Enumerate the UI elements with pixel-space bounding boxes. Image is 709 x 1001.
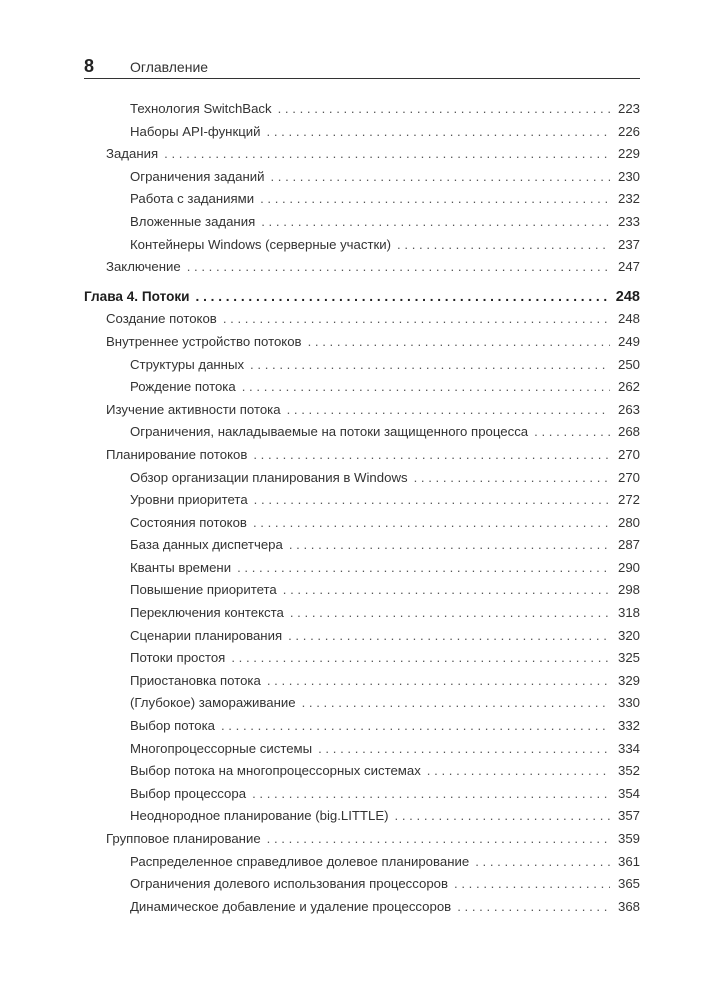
toc-entry-page-number: 229	[617, 146, 640, 162]
toc-entry[interactable]	[84, 146, 640, 169]
toc-entry-title: Ограничения, накладываемые на потоки защищенного процесса	[130, 424, 529, 440]
toc-entry-page-number: 232	[617, 191, 640, 207]
dot-leader	[237, 560, 610, 575]
toc-entry[interactable]	[84, 334, 640, 357]
toc-entry-page-number: 290	[617, 559, 640, 575]
toc-entry-title: Неоднородное планирование (big.LITTLE)	[130, 808, 389, 824]
toc-entry-page-number: 268	[617, 424, 640, 440]
dot-leader	[253, 447, 610, 462]
toc-entry-page-number: 354	[617, 785, 640, 801]
toc-entry-title: Планирование потоков	[106, 446, 248, 462]
toc-entry-title: Ограничения заданий	[130, 168, 265, 184]
dot-leader	[254, 492, 610, 507]
toc-entry-page-number: 330	[617, 695, 640, 711]
toc-entry[interactable]	[84, 470, 640, 493]
toc-entry-title: Заключение	[106, 259, 181, 275]
toc-entry[interactable]	[84, 673, 640, 696]
toc-entry-page-number: 357	[617, 808, 640, 824]
toc-chapter-entry[interactable]	[84, 289, 640, 312]
toc-entry-page-number: 248	[617, 311, 640, 327]
toc-entry[interactable]	[84, 515, 640, 538]
toc-entry[interactable]	[84, 831, 640, 854]
toc-entry-title: Приостановка потока	[130, 672, 261, 688]
dot-leader	[270, 169, 610, 184]
dot-leader	[252, 786, 610, 801]
toc-entry-page-number: 329	[617, 672, 640, 688]
dot-leader	[318, 741, 610, 756]
toc-entry[interactable]	[84, 447, 640, 470]
dot-leader	[287, 402, 610, 417]
toc-entry[interactable]	[84, 854, 640, 877]
toc-entry-page-number: 287	[617, 537, 640, 553]
page-header	[84, 56, 640, 79]
toc-entry-page-number: 318	[617, 605, 640, 621]
toc-entry-title: Наборы API-функций	[130, 123, 261, 139]
toc-entry-page-number: 248	[615, 288, 640, 305]
toc-entry[interactable]	[84, 763, 640, 786]
toc-entry-page-number: 247	[617, 259, 640, 275]
toc-entry-title: Переключения контекста	[130, 605, 284, 621]
toc-entry[interactable]	[84, 808, 640, 831]
dot-leader	[196, 289, 610, 304]
toc-entry-title: Создание потоков	[106, 311, 217, 327]
toc-entry-title: Структуры данных	[130, 356, 245, 372]
toc-entry[interactable]	[84, 718, 640, 741]
dot-leader	[397, 237, 610, 252]
dot-leader	[267, 831, 610, 846]
dot-leader	[290, 605, 610, 620]
toc-entry-title: Контейнеры Windows (серверные участки)	[130, 236, 392, 252]
toc-entry-title: Вложенные задания	[130, 213, 256, 229]
toc-entry-page-number: 250	[617, 356, 640, 372]
toc-entry[interactable]	[84, 695, 640, 718]
toc-entry-title: Ограничения долевого использования процессоров	[130, 876, 449, 892]
toc-entry-title: Обзор организации планирования в Windows	[130, 469, 408, 485]
toc-entry-page-number: 263	[617, 401, 640, 417]
dot-leader	[283, 582, 610, 597]
toc-entry[interactable]	[84, 537, 640, 560]
toc-entry[interactable]	[84, 741, 640, 764]
toc-entry[interactable]	[84, 899, 640, 922]
toc-entry[interactable]	[84, 357, 640, 380]
dot-leader	[242, 379, 610, 394]
dot-leader	[288, 628, 610, 643]
toc-entry-page-number: 237	[617, 236, 640, 252]
toc-entry-page-number: 334	[617, 740, 640, 756]
dot-leader	[457, 899, 610, 914]
toc-entry[interactable]	[84, 876, 640, 899]
toc-entry-title: Сценарии планирования	[130, 627, 283, 643]
toc-entry[interactable]	[84, 628, 640, 651]
toc-entry-title: Повышение приоритета	[130, 582, 277, 598]
toc-entry-page-number: 325	[617, 650, 640, 666]
toc-entry[interactable]	[84, 311, 640, 334]
dot-leader	[278, 101, 610, 116]
dot-leader	[534, 424, 610, 439]
dot-leader	[221, 718, 610, 733]
toc-entry-page-number: 272	[617, 492, 640, 508]
toc-entry-title: Технология SwitchBack	[130, 101, 272, 116]
toc-entry-page-number: 280	[617, 514, 640, 530]
dot-leader	[231, 650, 610, 665]
toc-entry-page-number: 230	[617, 168, 640, 184]
dot-leader	[253, 515, 610, 530]
toc-entry-title: Кванты времени	[130, 559, 232, 575]
toc-entry-page-number: 233	[617, 213, 640, 229]
toc-entry[interactable]	[84, 492, 640, 515]
toc-entry-title: (Глубокое) замораживание	[130, 695, 296, 711]
toc-entry-page-number: 332	[617, 718, 640, 734]
dot-leader	[475, 854, 610, 869]
toc-entry-page-number: 359	[617, 831, 640, 846]
toc-entry-title: Изучение активности потока	[106, 401, 281, 417]
toc-entry-title: Задания	[106, 146, 159, 162]
dot-leader	[289, 537, 610, 552]
toc-entry-title: Внутреннее устройство потоков	[106, 333, 302, 349]
toc-entry-page-number: 365	[617, 876, 640, 892]
toc-entry-title: Рождение потока	[130, 379, 236, 395]
dot-leader	[454, 876, 610, 891]
dot-leader	[267, 124, 610, 139]
toc-entry[interactable]	[84, 786, 640, 809]
toc-entry-title: Многопроцессорные системы	[130, 740, 313, 756]
dot-leader	[250, 357, 610, 372]
running-title: Оглавление	[130, 59, 209, 75]
dot-leader	[427, 763, 610, 778]
toc-entry-title: Потоки простоя	[130, 650, 226, 666]
toc-entry-title: Уровни приоритета	[130, 492, 248, 508]
toc-entry-title: Динамическое добавление и удаление процессоров	[130, 898, 452, 914]
toc-entry-page-number: 270	[617, 469, 640, 485]
toc-entry[interactable]	[84, 214, 640, 237]
toc-entry-title: Групповое планирование	[106, 831, 261, 846]
toc-entry[interactable]	[84, 259, 640, 282]
toc-entry-page-number: 352	[617, 763, 640, 779]
toc-entry-page-number: 249	[617, 333, 640, 349]
toc-entry-page-number: 223	[617, 101, 640, 116]
toc-entry-page-number: 298	[617, 582, 640, 598]
toc-entry[interactable]	[84, 424, 640, 447]
dot-leader	[261, 214, 610, 229]
dot-leader	[302, 695, 610, 710]
toc-entry-title: Выбор процессора	[130, 785, 247, 801]
toc-entry[interactable]	[84, 605, 640, 628]
toc-entry-title: Работа с заданиями	[130, 191, 255, 207]
toc-entry-page-number: 226	[617, 123, 640, 139]
dot-leader	[414, 470, 610, 485]
toc-entry[interactable]	[84, 379, 640, 402]
toc-entry[interactable]	[84, 191, 640, 214]
toc-entry[interactable]	[84, 101, 640, 124]
dot-leader	[164, 146, 610, 161]
toc-entry-title: Распределенное справедливое долевое планирование	[130, 853, 470, 869]
dot-leader	[187, 259, 610, 274]
toc-entry-title: Выбор потока на многопроцессорных системах	[130, 763, 421, 779]
dot-leader	[223, 311, 610, 326]
toc-entry-page-number: 361	[617, 853, 640, 869]
dot-leader	[395, 808, 610, 823]
toc-entry-title: Состояния потоков	[130, 514, 247, 530]
table-of-contents	[84, 101, 640, 921]
toc-entry[interactable]	[84, 124, 640, 147]
toc-entry[interactable]	[84, 582, 640, 605]
toc-entry-page-number: 270	[617, 446, 640, 462]
toc-entry[interactable]	[84, 560, 640, 583]
toc-entry[interactable]	[84, 169, 640, 192]
toc-entry-title: Глава 4. Потоки	[84, 288, 190, 304]
toc-entry-page-number: 262	[617, 379, 640, 395]
toc-entry[interactable]	[84, 650, 640, 673]
dot-leader	[260, 191, 610, 206]
toc-entry-title: База данных диспетчера	[130, 537, 283, 553]
dot-leader	[308, 334, 610, 349]
toc-entry[interactable]	[84, 402, 640, 425]
dot-leader	[267, 673, 610, 688]
toc-entry-page-number: 368	[617, 898, 640, 914]
toc-entry-title: Выбор потока	[130, 718, 215, 734]
page-number: 8	[84, 56, 95, 76]
toc-entry-page-number: 320	[617, 627, 640, 643]
toc-entry[interactable]	[84, 237, 640, 260]
